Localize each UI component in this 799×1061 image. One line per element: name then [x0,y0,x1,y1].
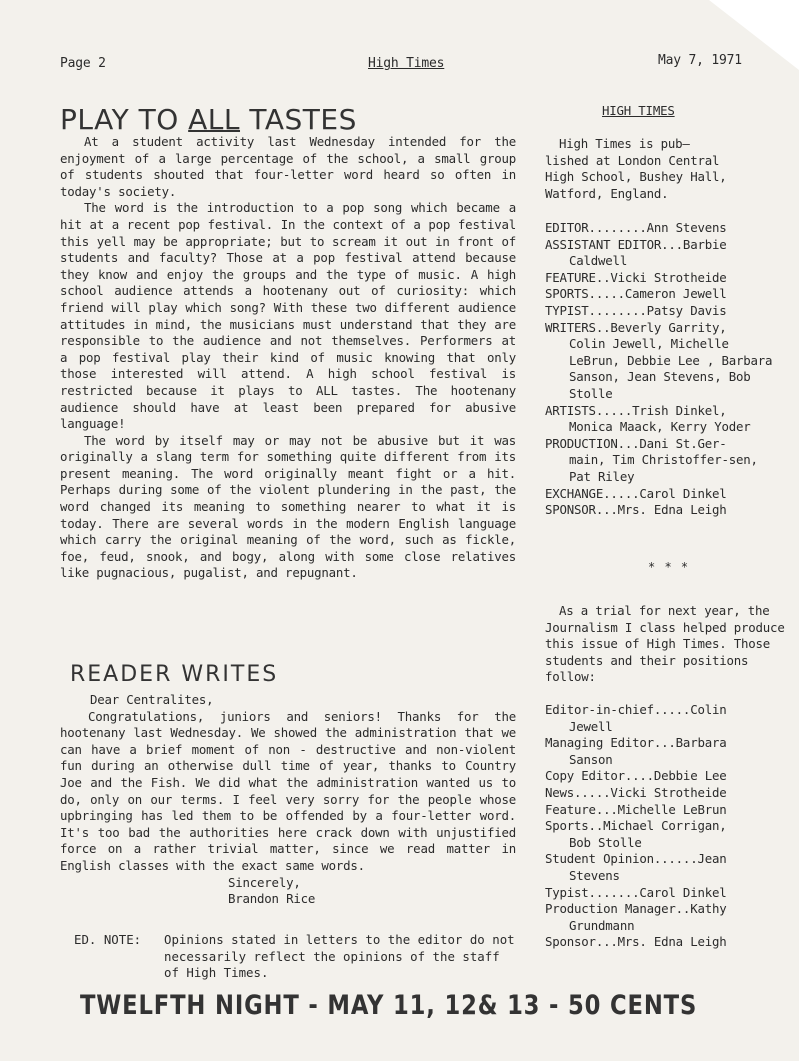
article-body [60,134,516,582]
credit-line: Typist.......Carol Dinkel [545,884,727,900]
staff-line: EDITOR........Ann Stevens [545,220,727,235]
staff-line: FEATURE..Vicki Strotheide [545,269,727,285]
masthead-line: lished at London Central [545,152,720,168]
sidebar-title: HIGH TIMES [602,103,675,118]
credit-entry [545,768,785,785]
credits-list [545,702,785,951]
letter-salutation: Dear Centralites, [90,692,214,707]
headline-part-2: TASTES [240,103,357,136]
article-paragraph-2: The word is the introduction to a pop song which became a hit at a recent pop festival. In the context of a pop festival this yell may be appropriate; but to scream it out in front of students and faculty? Those at a pop festival attend because they know and enjoy the groups and the type of music. A high school audience attends a hootenany out of curiosity: which friend will play which song? With these two different audience attitudes in mind, the musicians must understand that they are responsible to the audience and not themselves. Performers at a pop festival play their kind of music knowing that only those interested will attend. A high school festival is restricted because it plays to ALL tastes. The hootenany audience should have at least been prepared for abusive language! [60,200,516,432]
staff-line: SPORTS.....Cameron Jewell [545,286,727,302]
staff-list [545,220,785,519]
headline-emphasis: ALL [188,103,241,136]
credit-cont: Sanson [569,751,613,767]
credit-entry [545,802,785,819]
credit-cont: Jewell [569,718,613,734]
masthead-line: High Times is pub— [559,136,690,151]
credit-line: Sponsor...Mrs. Edna Leigh [545,934,727,950]
editor-note-text: Opinions stated in letters to the editor do not necessarily reflect the opinions of the staff of High Times. [164,932,515,981]
masthead [545,136,785,202]
journalism-note-text: As a trial for next year, the Journalism I class helped produce this issue of High Times. Those students and their positions follow: [545,603,785,685]
staff-entry [545,320,785,403]
article-paragraph-3: The word by itself may or may not be abusive but it was originally a slang term for something quite different from its present meaning. The word originally meant fight or a hit. Perhaps during some of the violent plundering in the past, the word changed its meaning to something nearer to what it is today. There are several words in the modern English language which carry the original meaning of the word, such as fickle, foe, feud, snook, and bogy, along with some close relatives like pugnacious, pugalist, and repugnant. [60,432,516,581]
credit-line: Sports..Michael Corrigan, [545,818,727,834]
page-number: Page 2 [60,56,106,71]
credit-cont: Stevens [569,867,620,883]
credit-entry [545,934,785,951]
credit-entry [545,785,785,802]
credit-entry [545,702,785,735]
credit-line: Editor-in-chief.....Colin [545,702,727,717]
staff-entry [545,486,785,503]
reader-letter [60,692,516,908]
article-headline [60,103,357,136]
credit-entry [545,851,785,884]
staff-entry [545,220,785,237]
reader-writes-heading: READER WRITES [70,662,279,687]
headline-part-1: PLAY TO [60,103,189,136]
letter-body: Congratulations, juniors and seniors! Thanks for the hootenany last Wednesday. We showed the administration that we can have a brief moment of non - destructive and non-violent fun during an otherwise dull time of year, thanks to Country Joe and the Fish. We did what the administration wanted us to do, only on our terms. I feel very sorry for the people whose upbringing has led them to be offended by a four-letter word. It's too bad the authorities here crack down with unjustified force on a rather trivial matter, since we read matter in English classes with the exact same words. [60,708,516,873]
staff-line: WRITERS..Beverly Garrity, [545,319,727,335]
journalism-note [545,603,785,686]
letter-closing: Sincerely, [228,874,301,890]
staff-cont: main, Tim Christoffer-sen, Pat Riley [569,452,758,484]
newspaper-title: High Times [368,56,445,71]
staff-entry [545,502,785,519]
article-paragraph-1: At a student activity last Wednesday intended for the enjoyment of a large percentage of the school, a small group of students shouted that four-letter word heard so often in today's society. [60,134,516,199]
editor-note-label: ED. NOTE: [74,932,142,947]
credit-entry [545,818,785,851]
staff-cont: Caldwell [569,253,628,269]
staff-entry [545,286,785,303]
credit-cont: Grundmann [569,917,635,933]
credit-line: Production Manager..Kathy [545,901,727,917]
staff-line: PRODUCTION...Dani St.Ger- [545,435,727,451]
staff-line: EXCHANGE.....Carol Dinkel [545,485,727,501]
credit-line: Managing Editor...Barbara [545,735,727,751]
masthead-line: High School, Bushey Hall, [545,169,727,185]
credit-line: Feature...Michelle LeBrun [545,801,727,817]
staff-line: ASSISTANT EDITOR...Barbie [545,236,727,252]
staff-line: ARTISTS.....Trish Dinkel, [545,402,727,418]
staff-entry [545,436,785,486]
staff-line: SPONSOR...Mrs. Edna Leigh [545,502,727,518]
staff-entry [545,237,785,270]
credit-entry [545,735,785,768]
credit-line: Copy Editor....Debbie Lee [545,768,727,784]
staff-entry [545,270,785,287]
credit-line: News.....Vicki Strotheide [545,784,727,800]
issue-date: May 7, 1971 [658,53,742,68]
credit-entry [545,885,785,902]
staff-entry [545,303,785,320]
section-separator: * * * [648,560,690,574]
credit-entry [545,901,785,934]
masthead-line: Watford, England. [545,185,669,201]
credit-cont: Bob Stolle [569,834,642,850]
credit-line: Student Opinion......Jean [545,851,727,867]
event-banner: TWELFTH NIGHT - MAY 11, 12& 13 - 50 CENTS [80,990,698,1021]
staff-cont: Colin Jewell, Michelle LeBrun, Debbie Lee , Barbara Sanson, Jean Stevens, Bob Stolle [569,336,773,401]
staff-entry [545,403,785,436]
letter-signature: Brandon Rice [228,891,316,907]
staff-cont: Monica Maack, Kerry Yoder [569,419,751,435]
staff-line: TYPIST........Patsy Davis [545,302,727,318]
